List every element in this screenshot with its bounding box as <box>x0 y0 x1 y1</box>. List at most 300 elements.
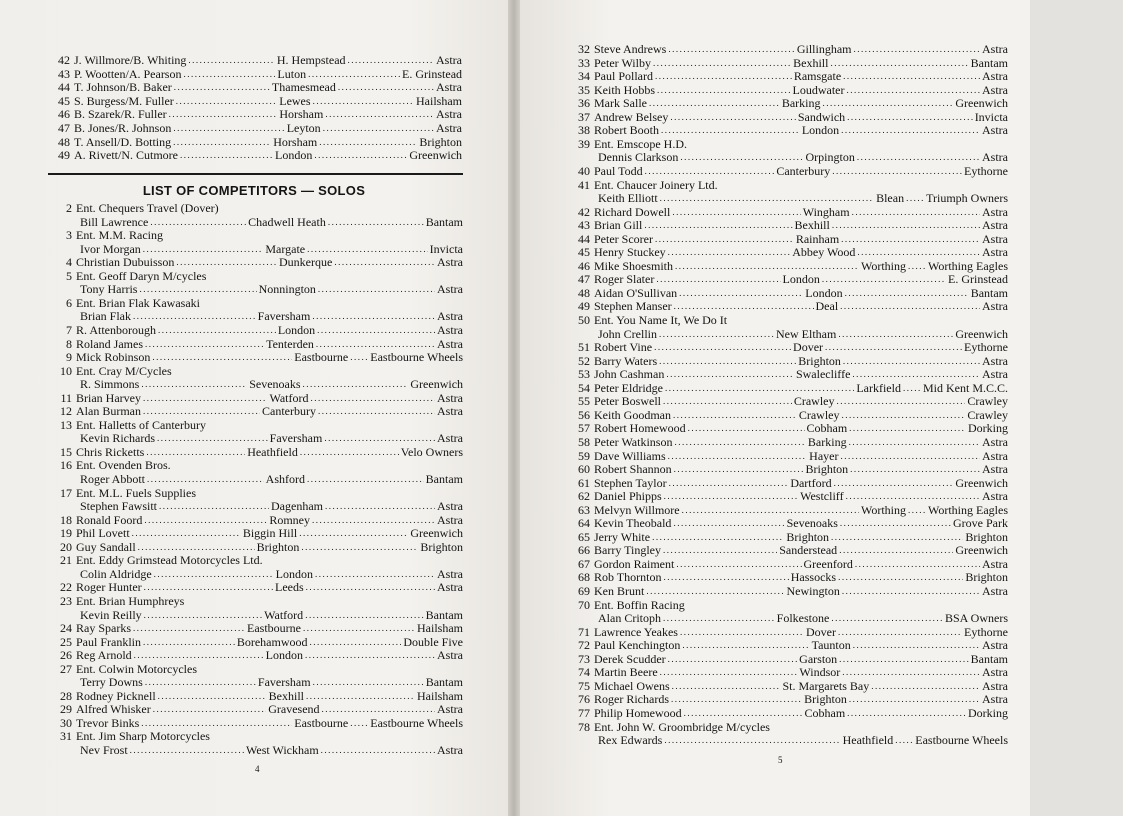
club-name: Astra <box>437 336 463 351</box>
competitor-name: Alfred Whisker <box>76 702 151 717</box>
hometown: London <box>265 648 304 663</box>
dot-leader <box>838 626 962 640</box>
dot-leader <box>334 256 435 270</box>
dot-leader <box>672 680 781 694</box>
entry-number: 19 <box>60 526 72 541</box>
entry-number: 66 <box>578 543 590 558</box>
list-item <box>50 622 463 636</box>
dot-leader <box>143 636 235 650</box>
hometown: Horsham <box>273 134 318 149</box>
competitor-name: Brian Gill <box>594 218 643 233</box>
list-item <box>50 229 463 243</box>
dot-leader <box>307 243 428 257</box>
list-item <box>50 405 463 419</box>
hometown: Borehamwood <box>236 634 308 649</box>
dot-leader <box>150 216 246 230</box>
hometown: Dover <box>805 624 836 639</box>
competitor-name: R. Simmons <box>80 377 140 392</box>
list-item <box>50 649 463 663</box>
dot-leader <box>674 463 804 477</box>
club-name: Astra <box>982 367 1009 382</box>
dot-leader <box>684 707 803 721</box>
entry-number: 31 <box>60 729 72 744</box>
hometown: Hayer <box>809 448 839 463</box>
competitor-name: Robert Shannon <box>594 462 672 477</box>
entry-number <box>568 328 594 342</box>
list-item <box>50 527 463 541</box>
club-name: Astra <box>982 448 1009 463</box>
entry-number: 11 <box>60 390 72 405</box>
entry-number: 62 <box>578 489 590 504</box>
hometown: Watford <box>264 607 304 622</box>
dot-leader <box>143 405 260 419</box>
dot-leader <box>830 57 968 71</box>
list-item <box>568 450 1008 464</box>
club-name: Astra <box>437 512 464 527</box>
competitor-name: Ent. Chequers Travel (Dover) <box>76 201 219 215</box>
list-item <box>568 653 1008 667</box>
club-name: Astra <box>982 82 1009 97</box>
entry-number: 71 <box>578 624 590 639</box>
competitor-name: Roland James <box>76 336 143 351</box>
entry-number: 61 <box>578 475 590 490</box>
dot-leader <box>300 446 399 460</box>
entry-number: 70 <box>578 597 590 612</box>
list-item <box>50 730 463 744</box>
list-item <box>50 690 463 704</box>
dot-leader <box>325 108 434 122</box>
club-name: Astra <box>437 702 464 717</box>
entry-number: 18 <box>60 512 72 527</box>
dot-leader <box>649 97 780 111</box>
club-name: Invicta <box>974 109 1009 124</box>
club-name: Eastbourne Wheels <box>915 733 1008 748</box>
list-item <box>568 422 1008 436</box>
club-name: E. Grinstead <box>402 66 463 81</box>
list-item <box>568 260 1008 274</box>
dot-leader <box>350 717 368 731</box>
club-name: Bantam <box>425 214 464 229</box>
entry-number: 35 <box>578 82 590 97</box>
entry-number <box>50 216 76 230</box>
club-name: Greenwich <box>410 377 464 392</box>
competitor-name: Paul Pollard <box>594 69 653 84</box>
competitor-name: Paul Todd <box>594 163 643 178</box>
entry-number: 44 <box>58 80 70 95</box>
list-item <box>568 721 1008 735</box>
club-name: Greenwich <box>409 148 463 163</box>
hometown: Deal <box>815 299 839 314</box>
dot-leader <box>857 246 980 260</box>
club-name: Bantam <box>970 651 1008 666</box>
dot-leader <box>654 341 791 355</box>
competitor-name: Rex Edwards <box>598 733 663 748</box>
list-item <box>50 663 463 677</box>
dot-leader <box>144 581 273 595</box>
hometown: Biggin Hill <box>242 526 298 541</box>
entry-number: 60 <box>578 462 590 477</box>
hometown: Abbey Wood <box>792 245 856 260</box>
dot-leader <box>644 219 792 233</box>
dot-leader <box>141 717 292 731</box>
dot-leader <box>661 124 800 138</box>
entry-number: 65 <box>578 529 590 544</box>
hometown: Worthing <box>860 258 906 273</box>
dot-leader <box>158 324 276 338</box>
list-item <box>50 717 463 731</box>
dot-leader <box>158 690 267 704</box>
hometown: Bexhill <box>794 218 830 233</box>
entry-number: 75 <box>578 678 590 693</box>
dot-leader <box>839 544 953 558</box>
list-item <box>568 585 1008 599</box>
hometown: Ashford <box>265 472 305 486</box>
dot-leader <box>147 473 264 487</box>
entry-number: 46 <box>58 107 70 122</box>
dot-leader <box>133 310 256 324</box>
list-item <box>568 355 1008 369</box>
dot-leader <box>676 558 801 572</box>
dot-leader <box>853 639 980 653</box>
club-name: Astra <box>982 556 1009 571</box>
entry-number: 38 <box>578 123 590 138</box>
hometown: Brighton <box>798 353 841 368</box>
entry-number <box>50 473 76 487</box>
club-name: BSA Owners <box>944 611 1008 626</box>
competitor-name: Rob Thornton <box>594 570 662 585</box>
dot-leader <box>847 84 981 98</box>
hometown: Barking <box>781 96 821 111</box>
list-item <box>50 500 463 514</box>
list-item <box>50 149 462 163</box>
entry-number: 69 <box>578 584 590 598</box>
dot-leader <box>134 649 264 663</box>
list-item <box>568 463 1008 477</box>
competitor-name: Robert Booth <box>594 123 659 138</box>
entry-number: 6 <box>66 295 72 310</box>
competitor-name: P. Wootten/A. Pearson <box>74 66 182 81</box>
hometown: Folkestone <box>776 611 830 626</box>
dot-leader <box>663 571 788 585</box>
competitor-name: Ent. Cray M/Cycles <box>76 363 172 378</box>
hometown: Ramsgate <box>793 69 842 84</box>
competitor-name: Alan Burman <box>76 404 141 419</box>
list-item <box>50 554 463 568</box>
dot-leader <box>839 653 969 667</box>
hometown: Sevenoaks <box>249 377 301 392</box>
hometown: Loudwater <box>792 82 845 97</box>
dot-leader <box>842 585 980 599</box>
hometown: Bexhill <box>793 55 829 70</box>
list-item <box>50 54 462 68</box>
competitor-name: Nev Frost <box>80 743 128 757</box>
dot-leader <box>857 151 980 165</box>
hometown: Eastbourne <box>294 350 349 365</box>
entry-number: 2 <box>66 201 72 215</box>
entry-number: 32 <box>578 42 590 56</box>
page-number: 5 <box>778 755 783 765</box>
competitor-name: Aidan O'Sullivan <box>594 285 678 300</box>
club-name: Triumph Owners <box>926 191 1008 206</box>
list-item <box>568 558 1008 572</box>
list-item <box>568 693 1008 707</box>
page-number: 4 <box>255 764 260 774</box>
dot-leader <box>674 300 814 314</box>
dot-leader <box>328 216 424 230</box>
club-name: E. Grinstead <box>948 272 1008 287</box>
hometown: Margate <box>265 241 306 256</box>
entry-number <box>568 612 594 626</box>
hometown: Swalecliffe <box>795 367 851 382</box>
list-item <box>568 680 1008 694</box>
hometown: New Eltham <box>776 326 837 341</box>
entry-number: 25 <box>60 634 72 649</box>
competitor-name: Daniel Phipps <box>594 489 662 504</box>
list-item <box>50 256 463 270</box>
club-name: Astra <box>437 282 464 297</box>
competitor-name: Keith Hobbs <box>594 82 655 97</box>
dot-leader <box>831 531 963 545</box>
list-item <box>50 676 463 690</box>
entry-number: 21 <box>60 553 72 568</box>
dot-leader <box>672 206 800 220</box>
list-item <box>568 517 1008 531</box>
dot-leader <box>169 108 278 122</box>
competitor-name: Roger Richards <box>594 692 669 707</box>
entry-number: 29 <box>60 702 72 717</box>
hometown: Dartford <box>790 475 832 490</box>
dot-leader <box>843 70 980 84</box>
hometown: Watford <box>269 390 309 405</box>
entry-number: 77 <box>578 705 590 720</box>
list-item <box>50 108 462 122</box>
club-name: Astra <box>437 499 464 514</box>
hometown: Heathfield <box>842 733 894 748</box>
club-name: Astra <box>982 245 1009 260</box>
club-name: Velo Owners <box>400 444 464 459</box>
competitor-name: Robert Homewood <box>594 421 686 436</box>
competitor-name: Andrew Belsey <box>594 109 669 124</box>
hometown: Rainham <box>795 231 840 246</box>
dot-leader <box>682 639 809 653</box>
competitor-name: Keith Goodman <box>594 407 671 422</box>
competitor-name: Stephen Manser <box>594 299 672 314</box>
competitor-name: Ent. Jim Sharp Motorcycles <box>76 729 210 744</box>
club-name: Astra <box>982 150 1009 165</box>
dot-leader <box>660 192 874 206</box>
dot-leader <box>846 490 980 504</box>
list-item <box>568 531 1008 545</box>
entry-number: 22 <box>60 580 72 595</box>
list-item <box>50 609 463 623</box>
hometown: Heathfield <box>247 444 298 459</box>
club-name: Astra <box>982 489 1009 504</box>
competitor-name: Stephen Fawsitt <box>80 499 157 514</box>
entry-number: 46 <box>578 258 590 273</box>
club-name: Brighton <box>419 134 463 149</box>
entry-number: 9 <box>66 350 72 365</box>
list-item <box>568 219 1008 233</box>
entry-number: 43 <box>58 66 70 81</box>
dot-leader <box>173 136 271 150</box>
hometown: Gillingham <box>796 42 852 56</box>
competitor-name: Paul Kenchington <box>594 638 681 653</box>
entry-number: 59 <box>578 448 590 463</box>
hometown: Faversham <box>257 675 311 690</box>
list-item <box>50 324 463 338</box>
entry-number: 5 <box>66 268 72 283</box>
club-name: Astra <box>437 580 463 595</box>
entry-number: 43 <box>578 218 590 233</box>
club-name: Eastbourne Wheels <box>370 715 463 730</box>
dot-leader <box>183 68 275 82</box>
entry-number: 44 <box>578 231 590 246</box>
club-name: Eythorne <box>964 624 1008 639</box>
dot-leader <box>906 192 924 206</box>
hometown: Cobham <box>804 705 846 720</box>
club-name: Astra <box>436 121 463 135</box>
competitor-name: Ent. John W. Groombridge M/cycles <box>594 719 770 734</box>
list-item <box>568 382 1008 396</box>
hometown: West Wickham <box>246 743 319 757</box>
club-name: Worthing Eagles <box>927 258 1008 273</box>
list-item <box>50 432 463 446</box>
competitor-name: John Crellin <box>598 326 657 341</box>
competitor-name: Trevor Binks <box>76 715 140 730</box>
club-name: Brighton <box>420 539 464 554</box>
entry-number: 28 <box>60 688 72 703</box>
dot-leader <box>657 84 791 98</box>
competitor-name: Derek Scudder <box>594 651 666 666</box>
hometown: London <box>782 272 820 287</box>
dot-leader <box>176 256 277 270</box>
list-item <box>568 436 1008 450</box>
competitor-name: Ent. Geoff Daryn M/cycles <box>76 268 207 283</box>
club-name: Eastbourne Wheels <box>370 350 463 365</box>
list-item <box>50 378 463 392</box>
dot-leader <box>666 368 794 382</box>
list-item <box>568 57 1008 71</box>
competitor-name: Kevin Richards <box>80 431 155 446</box>
competitor-name: Ent. Chaucer Joinery Ltd. <box>594 177 718 192</box>
dot-leader <box>307 473 424 487</box>
hometown: Dunkerque <box>279 255 333 270</box>
hometown: Crawley <box>798 407 840 422</box>
dot-leader <box>157 432 268 446</box>
dot-leader <box>679 287 803 301</box>
dot-leader <box>847 707 966 721</box>
club-name: Astra <box>437 309 463 324</box>
dot-leader <box>132 527 241 541</box>
hometown: Thamesmead <box>271 80 336 95</box>
entry-number: 12 <box>60 404 72 419</box>
entry-number: 54 <box>578 380 590 395</box>
entry-number: 52 <box>578 353 590 368</box>
dot-leader <box>313 95 414 109</box>
club-name: Astra <box>436 80 463 95</box>
competitor-name: Dennis Clarkson <box>598 150 679 165</box>
hometown: Sandwich <box>797 109 846 124</box>
entry-number: 53 <box>578 367 590 382</box>
competitor-name: Rodney Picknell <box>76 688 156 703</box>
competitor-name: T. Ansell/D. Botting <box>74 134 172 149</box>
hometown: Romney <box>269 512 311 527</box>
dot-leader <box>319 136 417 150</box>
list-item <box>568 233 1008 247</box>
competitor-name: Mick Robinson <box>76 350 151 365</box>
list-item <box>568 477 1008 491</box>
club-name: Greenwich <box>955 475 1008 490</box>
entry-number: 23 <box>60 593 72 608</box>
entry-number: 47 <box>58 121 70 135</box>
competitor-name: Gordon Raiment <box>594 556 675 571</box>
dot-leader <box>823 97 954 111</box>
entry-number: 24 <box>60 621 72 636</box>
list-item <box>50 595 463 609</box>
list-item <box>50 514 463 528</box>
entry-number <box>50 283 76 297</box>
club-name: Dorking <box>968 705 1008 720</box>
club-name: Bantam <box>425 607 463 622</box>
list-item <box>568 504 1008 518</box>
competitor-name: Ent. Ovenden Bros. <box>76 458 171 473</box>
competitor-name: John Cashman <box>594 367 665 382</box>
dot-leader <box>655 233 794 247</box>
hometown: London <box>805 285 843 300</box>
dot-leader <box>688 422 805 436</box>
list-item <box>568 571 1008 585</box>
dot-leader <box>655 70 792 84</box>
dot-leader <box>143 392 268 406</box>
competitor-name: R. Attenborough <box>76 322 156 337</box>
entry-number: 72 <box>578 638 590 653</box>
dot-leader <box>831 612 943 626</box>
dot-leader <box>841 124 980 138</box>
dot-leader <box>850 463 980 477</box>
entry-number <box>50 609 76 623</box>
dot-leader <box>842 409 966 423</box>
dot-leader <box>159 500 269 514</box>
dot-leader <box>130 744 244 758</box>
hometown: Eastbourne <box>294 715 349 730</box>
competitor-name: Bill Lawrence <box>80 214 149 229</box>
dot-leader <box>303 378 409 392</box>
dot-leader <box>154 568 274 582</box>
dot-leader <box>668 450 808 464</box>
dot-leader <box>663 395 792 409</box>
club-name: Hailsham <box>417 621 464 636</box>
competitor-name: Keith Elliott <box>598 191 658 206</box>
club-name: Astra <box>982 123 1008 138</box>
dot-leader <box>834 477 954 491</box>
entry-number: 8 <box>66 336 72 351</box>
list-item <box>50 459 463 473</box>
entry-number <box>568 151 594 165</box>
competitor-name: Colin Aldridge <box>80 566 152 581</box>
dot-leader <box>855 558 980 572</box>
entry-number <box>50 568 76 582</box>
list-item <box>568 544 1008 558</box>
entry-number: 37 <box>578 109 590 124</box>
hometown: Worthing <box>860 502 906 517</box>
dot-leader <box>301 541 418 555</box>
club-name: Dorking <box>968 421 1009 436</box>
list-item <box>568 368 1008 382</box>
hometown: Newington <box>786 584 840 598</box>
entry-number: 40 <box>578 163 590 178</box>
section-title: LIST OF COMPETITORS — SOLOS <box>142 183 366 198</box>
dot-leader <box>825 341 962 355</box>
